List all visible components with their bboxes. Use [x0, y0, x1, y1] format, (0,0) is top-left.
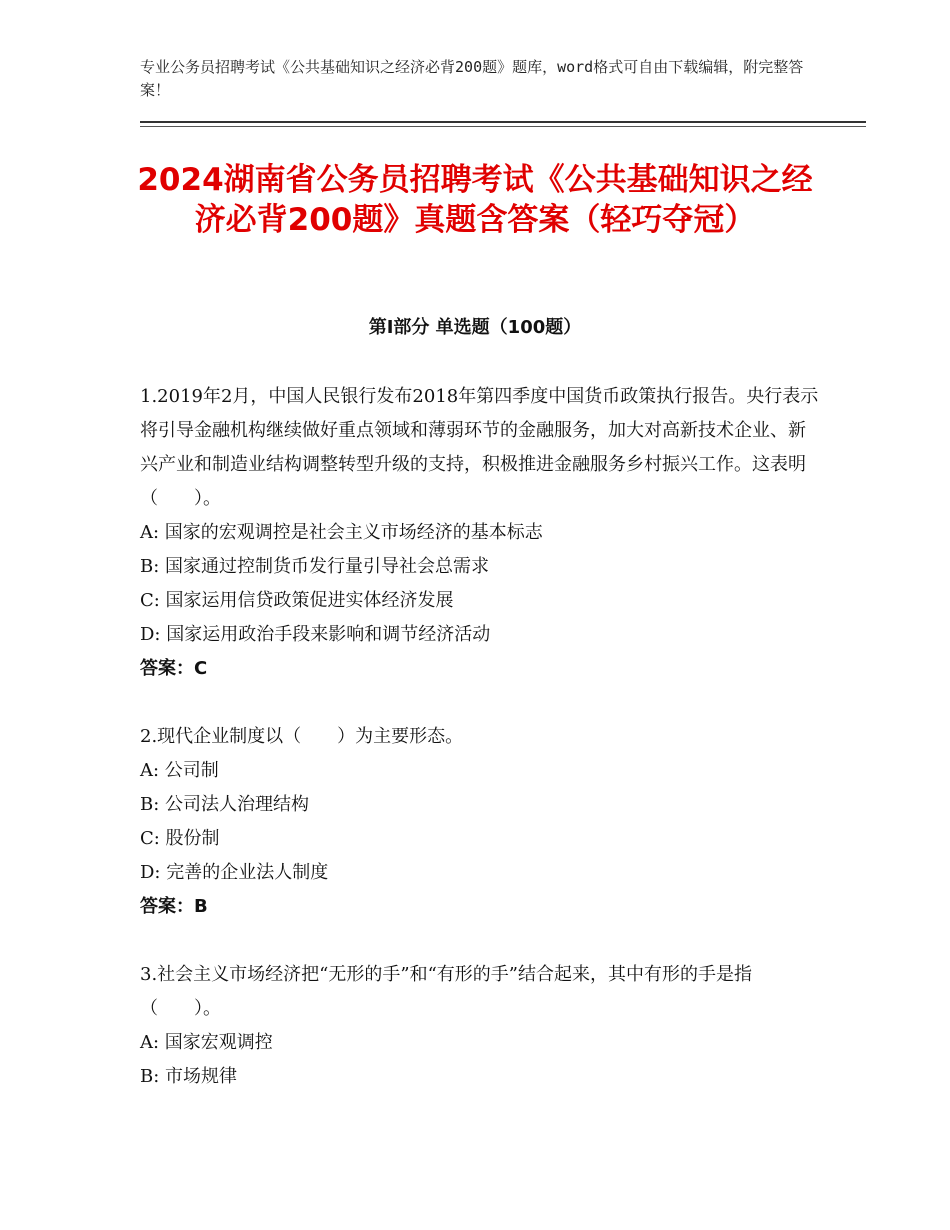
header-rule-thick: [140, 121, 866, 123]
option-c: C: 国家运用信贷政策促进实体经济发展: [140, 590, 454, 611]
option-b: B: 国家通过控制货币发行量引导社会总需求: [140, 556, 490, 577]
question-stem: 2.现代企业制度以（ ）为主要形态。: [140, 726, 464, 747]
answer: 答案：B: [140, 896, 208, 917]
document-title: 2024湖南省公务员招聘考试《公共基础知识之经济必背200题》真题含答案（轻巧夺冠）: [137, 162, 813, 238]
question-2: [140, 720, 820, 924]
option-b: B: 市场规律: [140, 1066, 238, 1087]
question-stem: 3.社会主义市场经济把“无形的手”和“有形的手”结合起来，其中有形的手是指（ ）。: [140, 964, 752, 1019]
question-list: [140, 380, 820, 1128]
question-1: [140, 380, 820, 686]
answer: 答案：C: [140, 658, 208, 679]
question-stem: 1.2019年2月，中国人民银行发布2018年第四季度中国货币政策执行报告。央行表示将引导金融机构继续做好重点领域和薄弱环节的金融服务，加大对高新技术企业、新兴产业和制造业结构调整转型升级的支持，积极推进金融服务乡村振兴工作。这表明（ ）。: [140, 386, 819, 509]
option-d: D: 完善的企业法人制度: [140, 862, 329, 883]
header-rule-thin: [140, 126, 866, 127]
option-b: B: 公司法人治理结构: [140, 794, 310, 815]
option-c: C: 股份制: [140, 828, 220, 849]
section-title: 第Ⅰ部分 单选题（100题）: [368, 317, 582, 338]
option-a: A: 国家宏观调控: [140, 1032, 273, 1053]
option-a: A: 公司制: [140, 760, 219, 781]
option-a: A: 国家的宏观调控是社会主义市场经济的基本标志: [140, 522, 543, 543]
header-note: 专业公务员招聘考试《公共基础知识之经济必背200题》题库，word格式可自由下载编辑，附完整答案！: [140, 58, 804, 99]
option-d: D: 国家运用政治手段来影响和调节经济活动: [140, 624, 491, 645]
question-3: [140, 958, 820, 1094]
